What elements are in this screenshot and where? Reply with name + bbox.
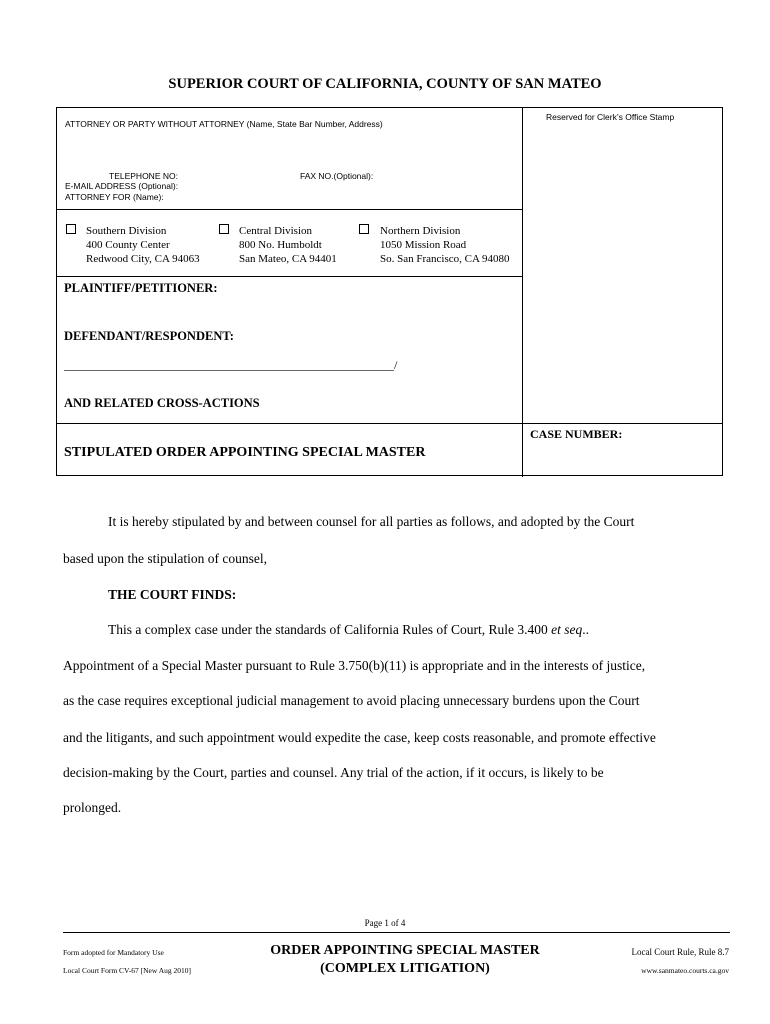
separator-line: _______________________________________________________/	[64, 358, 398, 372]
caption-rule	[57, 276, 523, 277]
telephone-label: TELEPHONE NO:	[109, 171, 178, 181]
body-text-segment: This a complex case under the standards of California Rules of Court, Rule 3.400	[108, 622, 552, 637]
caption-box	[56, 107, 723, 476]
document-title: STIPULATED ORDER APPOINTING SPECIAL MASTER	[64, 445, 426, 460]
northern-division-name: Northern Division	[380, 225, 461, 237]
plaintiff-label: PLAINTIFF/PETITIONER:	[64, 281, 218, 295]
footer-court-rule: Local Court Rule, Rule 8.7	[631, 947, 729, 957]
footer-title	[230, 942, 580, 978]
southern-division-checkbox[interactable]	[66, 224, 76, 234]
defendant-label: DEFENDANT/RESPONDENT:	[64, 329, 234, 343]
footer-rule	[63, 932, 730, 933]
footer-website-link[interactable]: www.sanmateo.courts.ca.gov	[641, 966, 729, 975]
footer-title-line: (COMPLEX LITIGATION)	[320, 961, 490, 976]
caption-rule	[57, 423, 722, 424]
email-label: E-MAIL ADDRESS (Optional):	[65, 181, 179, 191]
body-paragraph-line: as the case requires exceptional judicial management to avoid placing unnecessary burdens upon the Court	[63, 693, 640, 708]
body-paragraph-line: prolonged.	[63, 800, 122, 815]
caption-rule	[57, 209, 523, 210]
body-paragraph-line: Appointment of a Special Master pursuant to Rule 3.750(b)(11) is appropriate and in the interests of justice,	[63, 658, 646, 673]
footer-form-adopted: Form adopted for Mandatory Use	[63, 948, 164, 957]
footer-form-number: Local Court Form CV-67 [New Aug 2010]	[63, 966, 192, 975]
northern-division-checkbox[interactable]	[359, 224, 369, 234]
central-division-block	[239, 224, 337, 266]
attorney-label: ATTORNEY OR PARTY WITHOUT ATTORNEY (Name, State Bar Number, Address)	[65, 119, 383, 129]
southern-division-name: Southern Division	[86, 225, 167, 237]
body-paragraph-line: and the litigants, and such appointment would expedite the case, keep costs reasonable, and promote effective	[63, 730, 656, 745]
southern-division-street: 400 County Center	[86, 239, 170, 251]
northern-division-city: So. San Francisco, CA 94080	[380, 253, 510, 265]
northern-division-block	[380, 224, 510, 266]
case-number-label: CASE NUMBER:	[530, 427, 623, 441]
body-paragraph-line	[108, 622, 728, 638]
footer-title-line: ORDER APPOINTING SPECIAL MASTER	[270, 943, 540, 958]
findings-heading: THE COURT FINDS:	[108, 587, 237, 602]
body-text-segment: ..	[582, 622, 590, 637]
attorney-for-label: ATTORNEY FOR (Name):	[65, 192, 164, 202]
southern-division-block	[86, 224, 200, 266]
page-number: Page 1 of 4	[364, 918, 406, 928]
central-division-name: Central Division	[239, 225, 313, 237]
page-title: SUPERIOR COURT OF CALIFORNIA, COUNTY OF SAN MATEO	[168, 76, 602, 92]
northern-division-street: 1050 Mission Road	[380, 239, 467, 251]
southern-division-city: Redwood City, CA 94063	[86, 253, 200, 265]
central-division-city: San Mateo, CA 94401	[239, 253, 337, 265]
body-text-italic: et seq	[551, 622, 583, 637]
caption-divider-vertical	[522, 108, 523, 477]
body-paragraph-line: It is hereby stipulated by and between counsel for all parties as follows, and adopted by the Court	[108, 514, 635, 529]
body-paragraph-line: decision-making by the Court, parties and counsel. Any trial of the action, if it occurs, is likely to be	[63, 765, 604, 780]
clerk-stamp-label: Reserved for Clerk’s Office Stamp	[546, 112, 675, 122]
central-division-street: 800 No. Humboldt	[239, 239, 322, 251]
related-cross-actions-label: AND RELATED CROSS-ACTIONS	[64, 396, 260, 410]
body-paragraph-line: based upon the stipulation of counsel,	[63, 551, 267, 566]
fax-label: FAX NO.(Optional):	[300, 171, 374, 181]
central-division-checkbox[interactable]	[219, 224, 229, 234]
